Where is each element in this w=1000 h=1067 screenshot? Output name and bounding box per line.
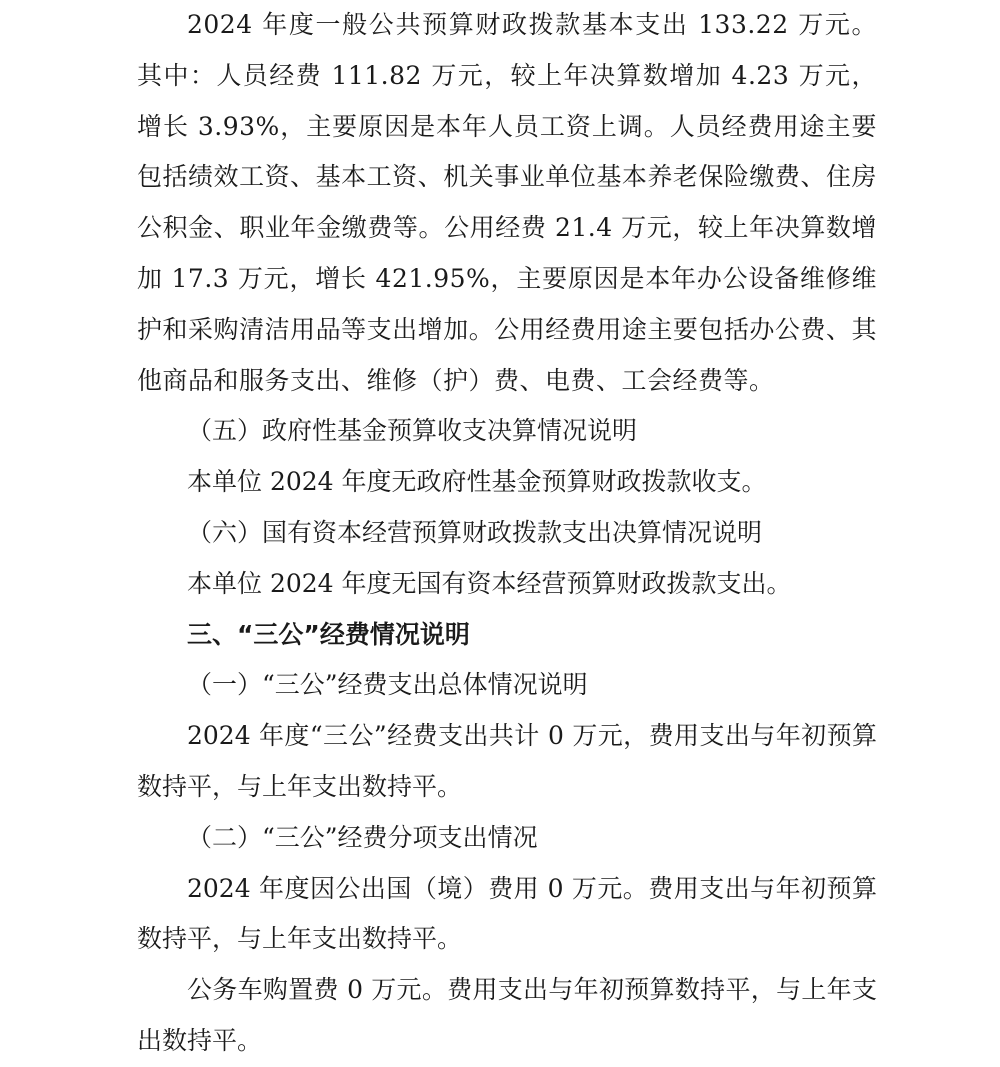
heading-three-public-overall: （一）“三公”经费支出总体情况说明 [187,670,588,700]
paragraph-basic-expenditure: 2024 年度一般公共预算财政拨款基本支出 133.22 万元。其中：人员经费 111.82 万元，较上年决算数增加 4.23 万元，增长 3.93%，主要原因是本年人员工资上调。人员经费用途主要包括绩效工资、基本工资、机关事业单位基本养老保险缴费、住房公积金、职业年金缴费等。公用经费 21.4 万元，较上年决算数增加 17.3 万元，增长 421.95%，主要原因是本年办公设备维修维护和采购清洁用品等支出增加。公用经费用途主要包括办公费、其他商品和服务支出、维修（护）费、电费、工会经费等。 [137,10,877,395]
paragraph-overseas-travel: 2024 年度因公出国（境）费用 0 万元。费用支出与年初预算数持平，与上年支出数持平。 [137,873,877,954]
paragraph-state-capital: 本单位 2024 年度无国有资本经营预算财政拨款支出。 [187,568,792,598]
document-page [137,0,877,1067]
heading-government-fund: （五）政府性基金预算收支决算情况说明 [187,416,638,446]
paragraph-vehicle-purchase: 公务车购置费 0 万元。费用支出与年初预算数持平，与上年支出数持平。 [137,975,877,1055]
paragraph-three-public-overall: 2024 年度“三公”经费支出共计 0 万元，费用支出与年初预算数持平，与上年支出数持平。 [137,721,877,801]
paragraph-government-fund: 本单位 2024 年度无政府性基金预算财政拨款收支。 [187,467,767,497]
heading-state-capital: （六）国有资本经营预算财政拨款支出决算情况说明 [187,517,763,547]
heading-three-public-itemized: （二）“三公”经费分项支出情况 [187,822,538,852]
heading-three-public-expenses: 三、“三公”经费情况说明 [187,619,470,649]
